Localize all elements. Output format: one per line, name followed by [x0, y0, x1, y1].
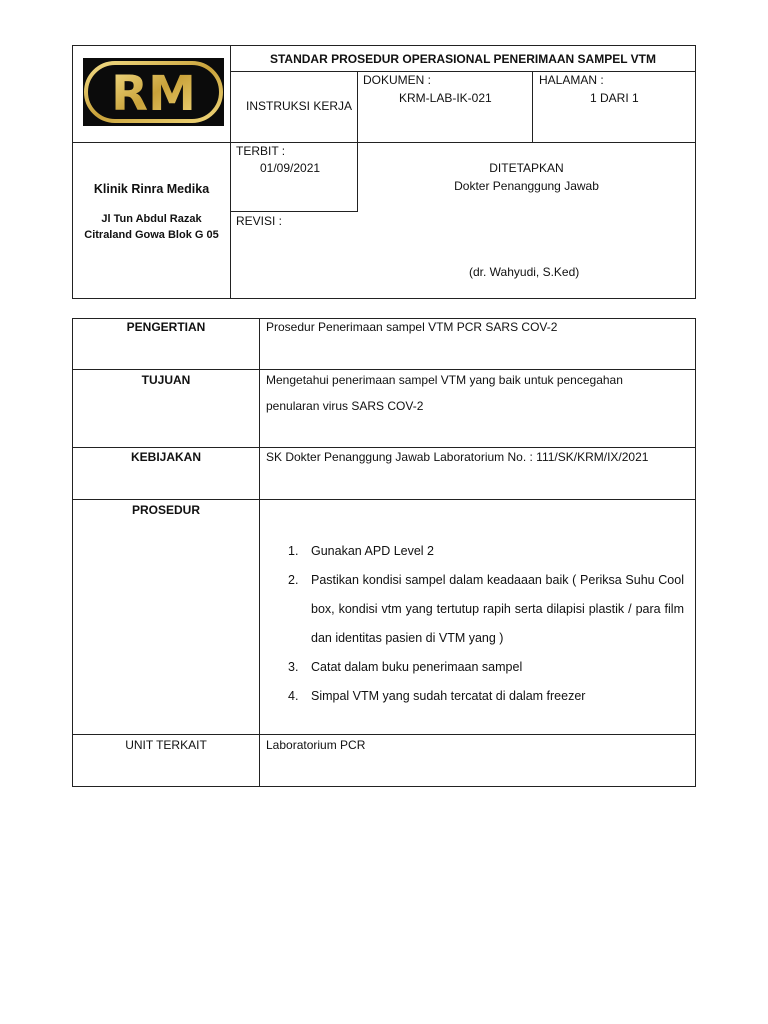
penanggung-jawab-label: Dokter Penanggung Jawab — [454, 179, 599, 193]
pengertian-label: PENGERTIAN — [126, 320, 206, 334]
list-item: 1. Gunakan APD Level 2 — [288, 544, 434, 558]
unit-terkait-label: UNIT TERKAIT — [125, 738, 207, 752]
prosedur-label: PROSEDUR — [131, 503, 200, 517]
signatory-name: (dr. Wahyudi, S.Ked) — [469, 265, 580, 279]
halaman-label: HALAMAN : — [539, 73, 604, 87]
clinic-address-line2: Citraland Gowa Blok G 05 — [84, 229, 219, 241]
tujuan-line2: penularan virus SARS COV-2 — [266, 399, 424, 413]
halaman-value: 1 DARI 1 — [590, 91, 639, 105]
list-item: 2. Pastikan kondisi sampel dalam keadaaan baik ( Periksa Suhu Cool box, kondisi vtm yang tertutup rapih serta dilapisi plastik / para film dan identitas pasien di VTM yang ) — [288, 573, 684, 645]
document-title: STANDAR PROSEDUR OPERASIONAL PENERIMAAN SAMPEL VTM — [269, 52, 657, 66]
kebijakan-value: SK Dokter Penanggung Jawab Laboratorium No. : 111/SK/KRM/IX/2021 — [266, 450, 649, 464]
ditetapkan-label: DITETAPKAN — [489, 161, 564, 175]
unit-terkait-value: Laboratorium PCR — [266, 738, 366, 752]
dokumen-value: KRM-LAB-IK-021 — [399, 91, 492, 105]
clinic-name: Klinik Rinra Medika — [93, 182, 210, 196]
dokumen-label: DOKUMEN : — [363, 73, 432, 87]
list-item: 3. Catat dalam buku penerimaan sampel — [288, 660, 523, 674]
list-item: 4. Simpal VTM yang sudah tercatat di dalam freezer — [288, 689, 586, 703]
tujuan-line1: Mengetahui penerimaan sampel VTM yang baik untuk pencegahan — [266, 373, 623, 387]
pengertian-value: Prosedur Penerimaan sampel VTM PCR SARS COV-2 — [266, 320, 558, 334]
clinic-address-line1: Jl Tun Abdul Razak — [101, 213, 202, 225]
terbit-value: 01/09/2021 — [260, 161, 321, 175]
prosedur-list — [266, 537, 684, 711]
tujuan-label: TUJUAN — [141, 373, 191, 387]
kebijakan-label: KEBIJAKAN — [130, 450, 201, 464]
doc-type: INSTRUKSI KERJA — [246, 99, 353, 113]
terbit-label: TERBIT : — [236, 144, 286, 158]
revisi-label: REVISI : — [236, 214, 283, 228]
svg-text:RM: RM — [111, 66, 196, 122]
clinic-logo — [83, 58, 224, 126]
